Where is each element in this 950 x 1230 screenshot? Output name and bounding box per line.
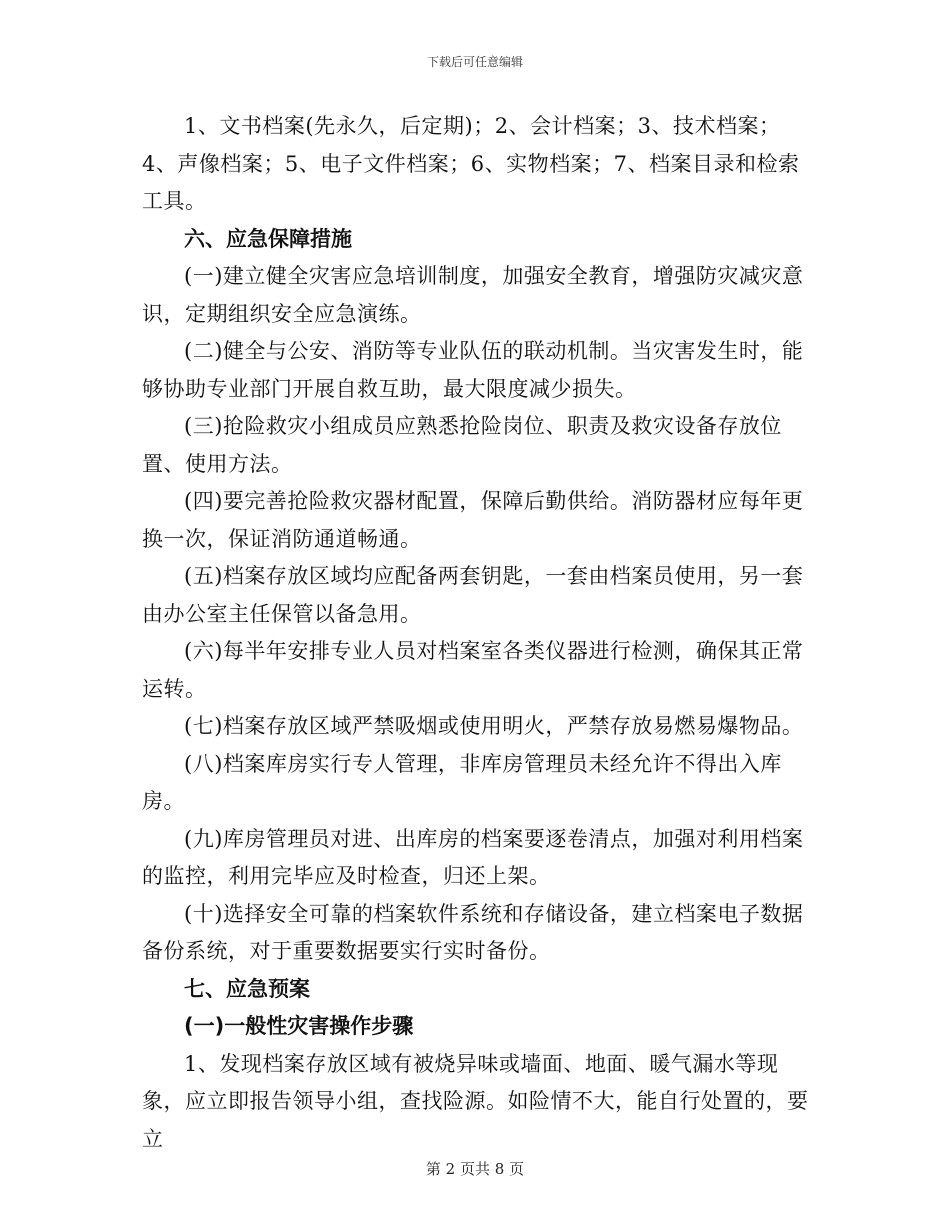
- paragraph-measure-8: (八)档案库房实行专人管理，非库房管理员未经允许不得出入库房。: [142, 751, 782, 813]
- paragraph-measure-9: (九)库房管理员对进、出库房的档案要逐卷清点，加强对利用档案的监控，利用完毕应及时检查，归还上架。: [142, 826, 804, 888]
- heading-emergency-measures: 六、应急保障措施: [184, 226, 352, 251]
- paragraph-measure-7: (七)档案存放区域严禁吸烟或使用明火，严禁存放易燃易爆物品。: [184, 714, 804, 738]
- paragraph-archive-types: 1、文书档案(先永久，后定期)；2、会计档案；3、技术档案；4、声像档案；5、电子文件档案；6、实物档案；7、档案目录和检索工具。: [142, 114, 800, 213]
- page-footer: 第 2 页共 8 页: [425, 1160, 525, 1178]
- heading-emergency-plan: 七、应急预案: [184, 976, 310, 1001]
- paragraph-measure-6: (六)每半年安排专业人员对档案室各类仪器进行检测，确保其正常运转。: [142, 639, 804, 701]
- page-header: 下载后可任意编辑: [426, 55, 523, 69]
- paragraph-measure-3: (三)抢险救灾小组成员应熟悉抢险岗位、职责及救灾设备存放位置、使用方法。: [142, 414, 782, 476]
- paragraph-measure-4: (四)要完善抢险救灾器材配置，保障后勤供给。消防器材应每年更换一次，保证消防通道畅通。: [142, 489, 804, 551]
- heading-general-disaster-steps: (一)一般性灾害操作步骤: [184, 1014, 414, 1038]
- paragraph-measure-5: (五)档案存放区域均应配备两套钥匙，一套由档案员使用，另一套由办公室主任保管以备急用。: [142, 564, 804, 626]
- paragraph-measure-1: (一)建立健全灾害应急培训制度，加强安全教育，增强防灾减灾意识，定期组织安全应急演练。: [142, 264, 804, 326]
- paragraph-measure-2: (二)健全与公安、消防等专业队伍的联动机制。当灾害发生时，能够协助专业部门开展自救互助，最大限度减少损失。: [142, 339, 804, 401]
- paragraph-step-1: 1、发现档案存放区域有被烧异味或墙面、地面、暖气漏水等现象，应立即报告领导小组，查找险源。如险情不大，能自行处置的，要立: [142, 1051, 809, 1151]
- paragraph-measure-10: (十)选择安全可靠的档案软件系统和存储设备，建立档案电子数据备份系统，对于重要数据要实行实时备份。: [142, 901, 804, 963]
- document-body: [142, 108, 810, 1158]
